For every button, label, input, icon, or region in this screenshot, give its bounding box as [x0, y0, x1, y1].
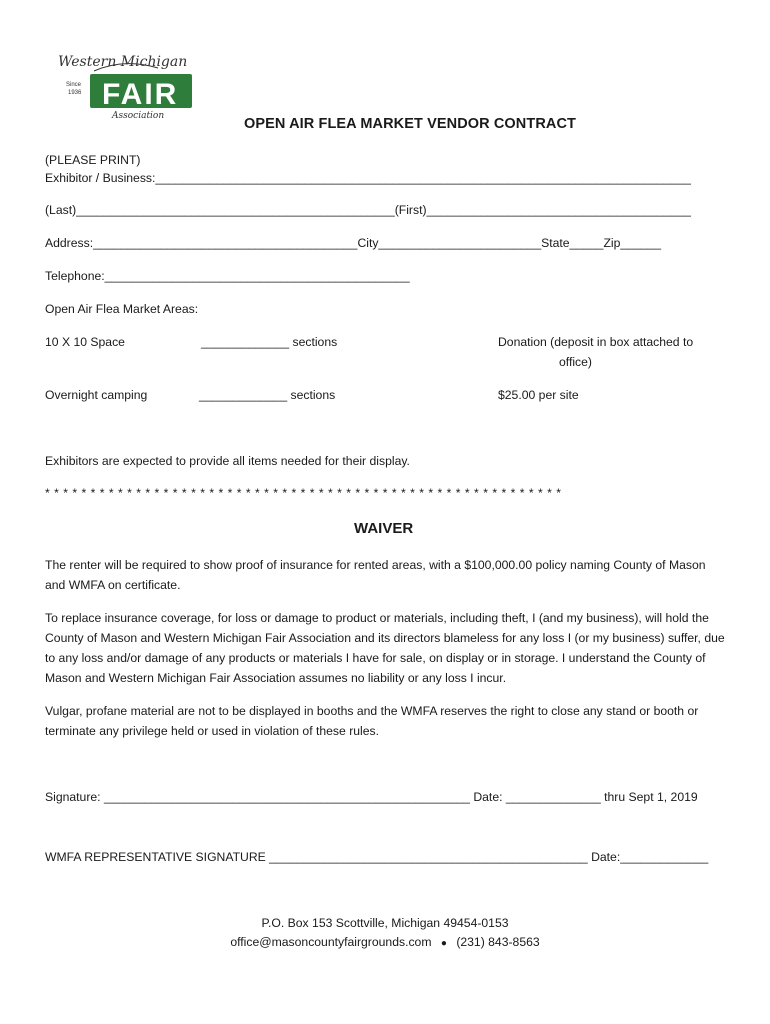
address-field[interactable]: Address:_______________________________________City________________________State_____Zip______	[45, 236, 662, 250]
rep-signature-field[interactable]: WMFA REPRESENTATIVE SIGNATURE _______________________________________________ Date:_____________	[45, 850, 709, 864]
space-price-line1: Donation (deposit in box attached to	[498, 335, 694, 349]
telephone-field[interactable]: Telephone:_____________________________________________	[45, 269, 410, 283]
fair-association-logo	[54, 50, 204, 120]
footer-phone: (231) 843-8563	[456, 935, 540, 949]
camping-sections-field[interactable]: _____________ sections	[199, 388, 336, 402]
display-note: Exhibitors are expected to provide all items needed for their display.	[45, 454, 410, 468]
footer-contact	[0, 935, 770, 949]
logo-line1: Western Michigan	[58, 54, 188, 70]
camping-item-label: Overnight camping	[45, 388, 148, 402]
page-title: OPEN AIR FLEA MARKET VENDOR CONTRACT	[244, 116, 576, 132]
areas-heading: Open Air Flea Market Areas:	[45, 302, 199, 316]
footer-address: P.O. Box 153 Scottville, Michigan 49454-0153	[261, 916, 509, 930]
exhibitor-business-field[interactable]: Exhibitor / Business:_______________________________________________________________________________	[45, 171, 691, 185]
waiver-paragraph-2: To replace insurance coverage, for loss or damage to product or materials, including theft, I (and my business), will hold the County of Mason and Western Michigan Fair Association and its directors blameless for any loss I (or my business) suffer, due to any loss and/or damage of any products or materials I have for sale, on display or in storage. I understand the County of Mason and Western Michigan Fair Association assumes no liability or any loss I incur.	[45, 611, 725, 685]
camping-price: $25.00 per site	[498, 388, 579, 402]
waiver-title: WAIVER	[354, 520, 414, 537]
please-print-label: (PLEASE PRINT)	[45, 153, 141, 167]
signature-field[interactable]: Signature: ______________________________________________________ Date: ______________ thru Sept 1, 2019	[45, 790, 698, 804]
logo-year: 1936	[68, 90, 82, 96]
footer-email[interactable]: office@masoncountyfairgrounds.com	[230, 935, 432, 949]
logo-big-text: FAIR	[102, 78, 179, 111]
space-sections-field[interactable]: _____________ sections	[201, 335, 338, 349]
space-price-line2: office)	[559, 355, 592, 369]
logo-assoc: Association	[112, 111, 165, 120]
waiver-paragraph-1: The renter will be required to show proof of insurance for rented areas, with a $100,000.00 policy naming County of Mason and WMFA on certificate.	[45, 558, 706, 592]
separator-stars: * * * * * * * * * * * * * * * * * * * * * * * * * * * * * * * * * * * * * * * * * * * * * * * * * * * * * * * * *	[45, 486, 562, 500]
space-item-label: 10 X 10 Space	[45, 335, 125, 349]
name-field[interactable]: (Last)_______________________________________________(First)_______________________________________	[45, 203, 691, 217]
bullet-icon: ●	[440, 938, 447, 949]
logo-since: Since	[66, 82, 82, 88]
waiver-paragraph-3: Vulgar, profane material are not to be displayed in booths and the WMFA reserves the right to close any stand or booth or terminate any privilege held or used in violation of these rules.	[45, 704, 699, 738]
